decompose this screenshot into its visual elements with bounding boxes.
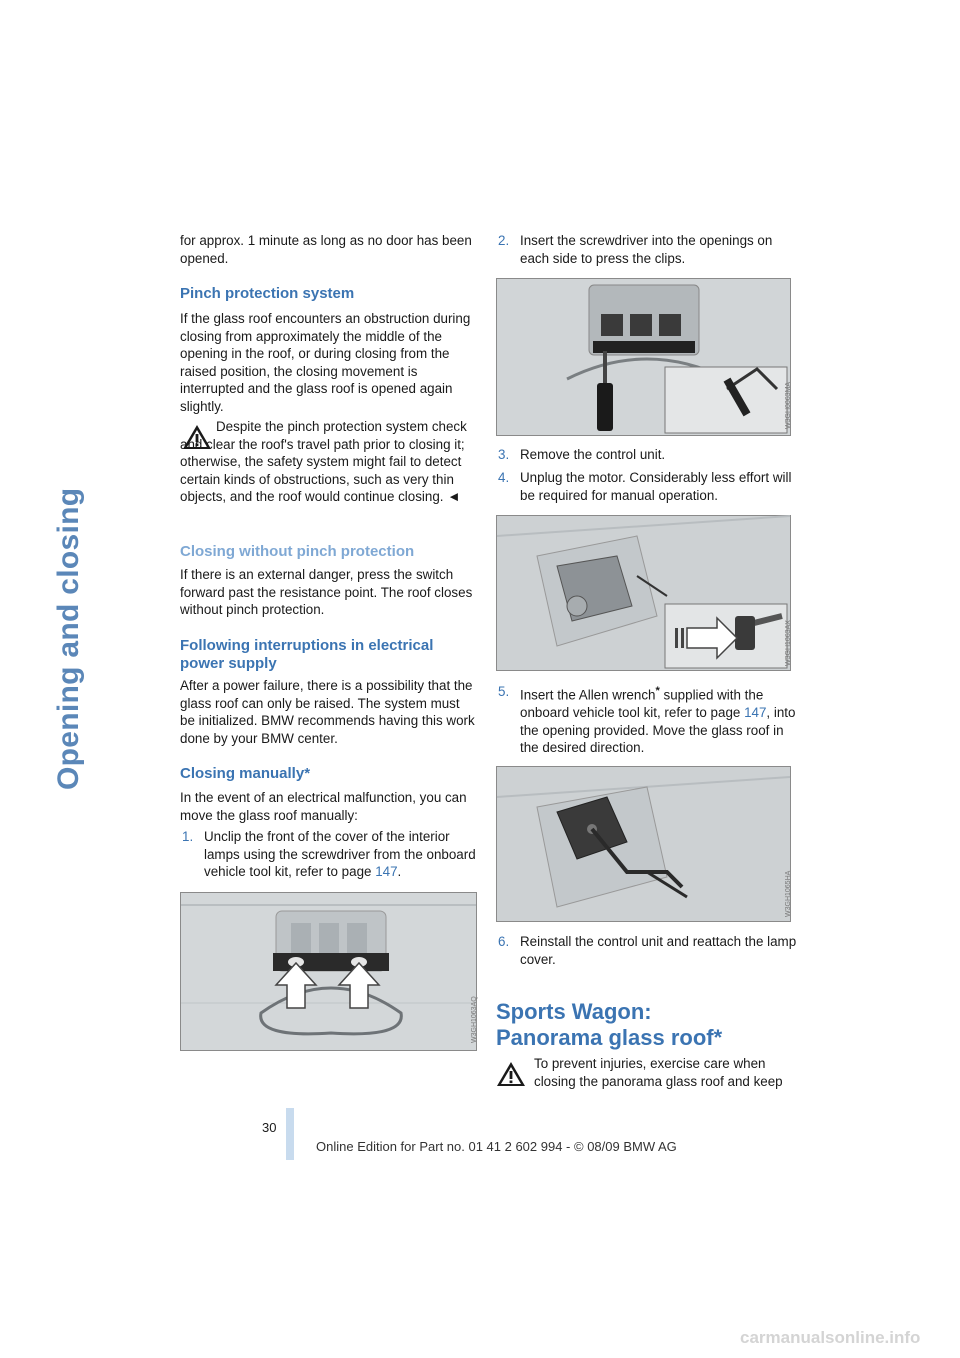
warning-end-mark: ◄ — [447, 489, 461, 505]
step-4-text: Unplug the motor. Considerably less effort will be required for manual operation. — [520, 470, 792, 503]
figure-code: W3GH0063MA — [785, 381, 792, 429]
step-2 — [498, 232, 802, 267]
allen-wrench-illustration — [497, 767, 790, 921]
edition-footer: Online Edition for Part no. 01 41 2 602 994 - © 08/09 BMW AG — [316, 1139, 677, 1154]
pinch-protection-text: If the glass roof encounters an obstruction during closing from approximately the middle of the opening in the roof, or during closing from the raised position, the closing movement is interrupted and the glass roof is opened again slightly. — [180, 311, 471, 414]
panorama-warning-text: To prevent injuries, exercise care when closing the panorama glass roof and keep — [534, 1056, 783, 1089]
figure-code: W3GH1063AX — [785, 620, 792, 666]
closing-without-pinch-text: If there is an external danger, press the switch forward past the resistance point. The roof closes without pinch protection. — [180, 567, 473, 618]
figure-unplug-motor — [496, 515, 791, 671]
page-number: 30 — [262, 1120, 277, 1135]
step-5-text-b: supplied with the onboard vehicle tool kit, refer to page — [520, 687, 764, 721]
step-2-number: 2. — [498, 233, 510, 248]
step-1-number: 1. — [182, 829, 194, 844]
motor-illustration — [497, 516, 790, 670]
intro-paragraph: for approx. 1 minute as long as no door has been opened. — [180, 233, 472, 266]
step-1 — [182, 828, 486, 881]
power-interruption-heading: Following interruptions in electrical power supply — [180, 637, 434, 672]
power-interruption-text: After a power failure, there is a possibility that the glass roof can only be raised. The system must be initialized. BMW recommends having this work done by your BMW center. — [180, 678, 475, 746]
chapter-title-text: Opening and closing — [52, 487, 85, 790]
step-1-end: . — [397, 864, 402, 880]
figure-code: W3GH1065HA — [785, 870, 792, 917]
step-2-text: Insert the screwdriver into the openings on each side to press the clips. — [520, 233, 773, 266]
lamp-cover-illustration — [181, 893, 476, 1050]
closing-manually-text: In the event of an electrical malfunction, you can move the glass roof manually: — [180, 790, 467, 823]
heading-line-1: Sports Wagon: — [496, 999, 652, 1024]
page-link-147[interactable]: 147 — [744, 705, 767, 721]
step-5 — [498, 683, 802, 757]
step-3 — [498, 446, 802, 464]
figure-lamp-cover — [180, 892, 477, 1051]
warning-icon — [496, 1061, 526, 1087]
step-6-number: 6. — [498, 934, 510, 949]
step-5-text-a: Insert the Allen wrench — [520, 687, 656, 703]
footer-accent-bar — [286, 1108, 294, 1160]
closing-manually-heading: Closing manually* — [180, 765, 311, 782]
figure-screwdriver-clips — [496, 278, 791, 436]
pinch-protection-heading: Pinch protection system — [180, 285, 355, 302]
step-3-text: Remove the control unit. — [520, 447, 666, 462]
panorama-roof-heading — [496, 999, 792, 1051]
page-link-147[interactable]: 147 — [375, 864, 398, 880]
figure-allen-wrench — [496, 766, 791, 922]
step-3-number: 3. — [498, 447, 510, 462]
heading-line-2: Panorama glass roof* — [496, 1025, 723, 1050]
step-4 — [498, 469, 802, 504]
step-1-text: Unclip the front of the cover of the interior lamps using the screwdriver from the onboard vehicle tool kit, refer to page — [204, 829, 476, 880]
option-star: * — [655, 685, 660, 697]
watermark: carmanualsonline.info — [740, 1328, 921, 1347]
warning-text: Despite the pinch protection system check and clear the roof's travel path prior to closing it; otherwise, the safety system might fail to detect certain kinds of obstructions, such as very thin objects, and the roof would continue closing. — [180, 419, 467, 505]
step-4-number: 4. — [498, 470, 510, 485]
screwdriver-illustration — [497, 279, 790, 435]
step-5-text-c: , into the opening provided. Move the glass roof in the desired direction. — [520, 705, 796, 756]
warning-paragraph — [180, 418, 476, 506]
closing-without-pinch-heading: Closing without pinch protection — [180, 543, 415, 560]
chapter-side-title — [40, 230, 85, 790]
figure-code: W3GH1063AQ — [471, 996, 478, 1043]
step-6-text: Reinstall the control unit and reattach the lamp cover. — [520, 934, 797, 967]
step-6 — [498, 933, 802, 968]
step-5-number: 5. — [498, 684, 510, 699]
